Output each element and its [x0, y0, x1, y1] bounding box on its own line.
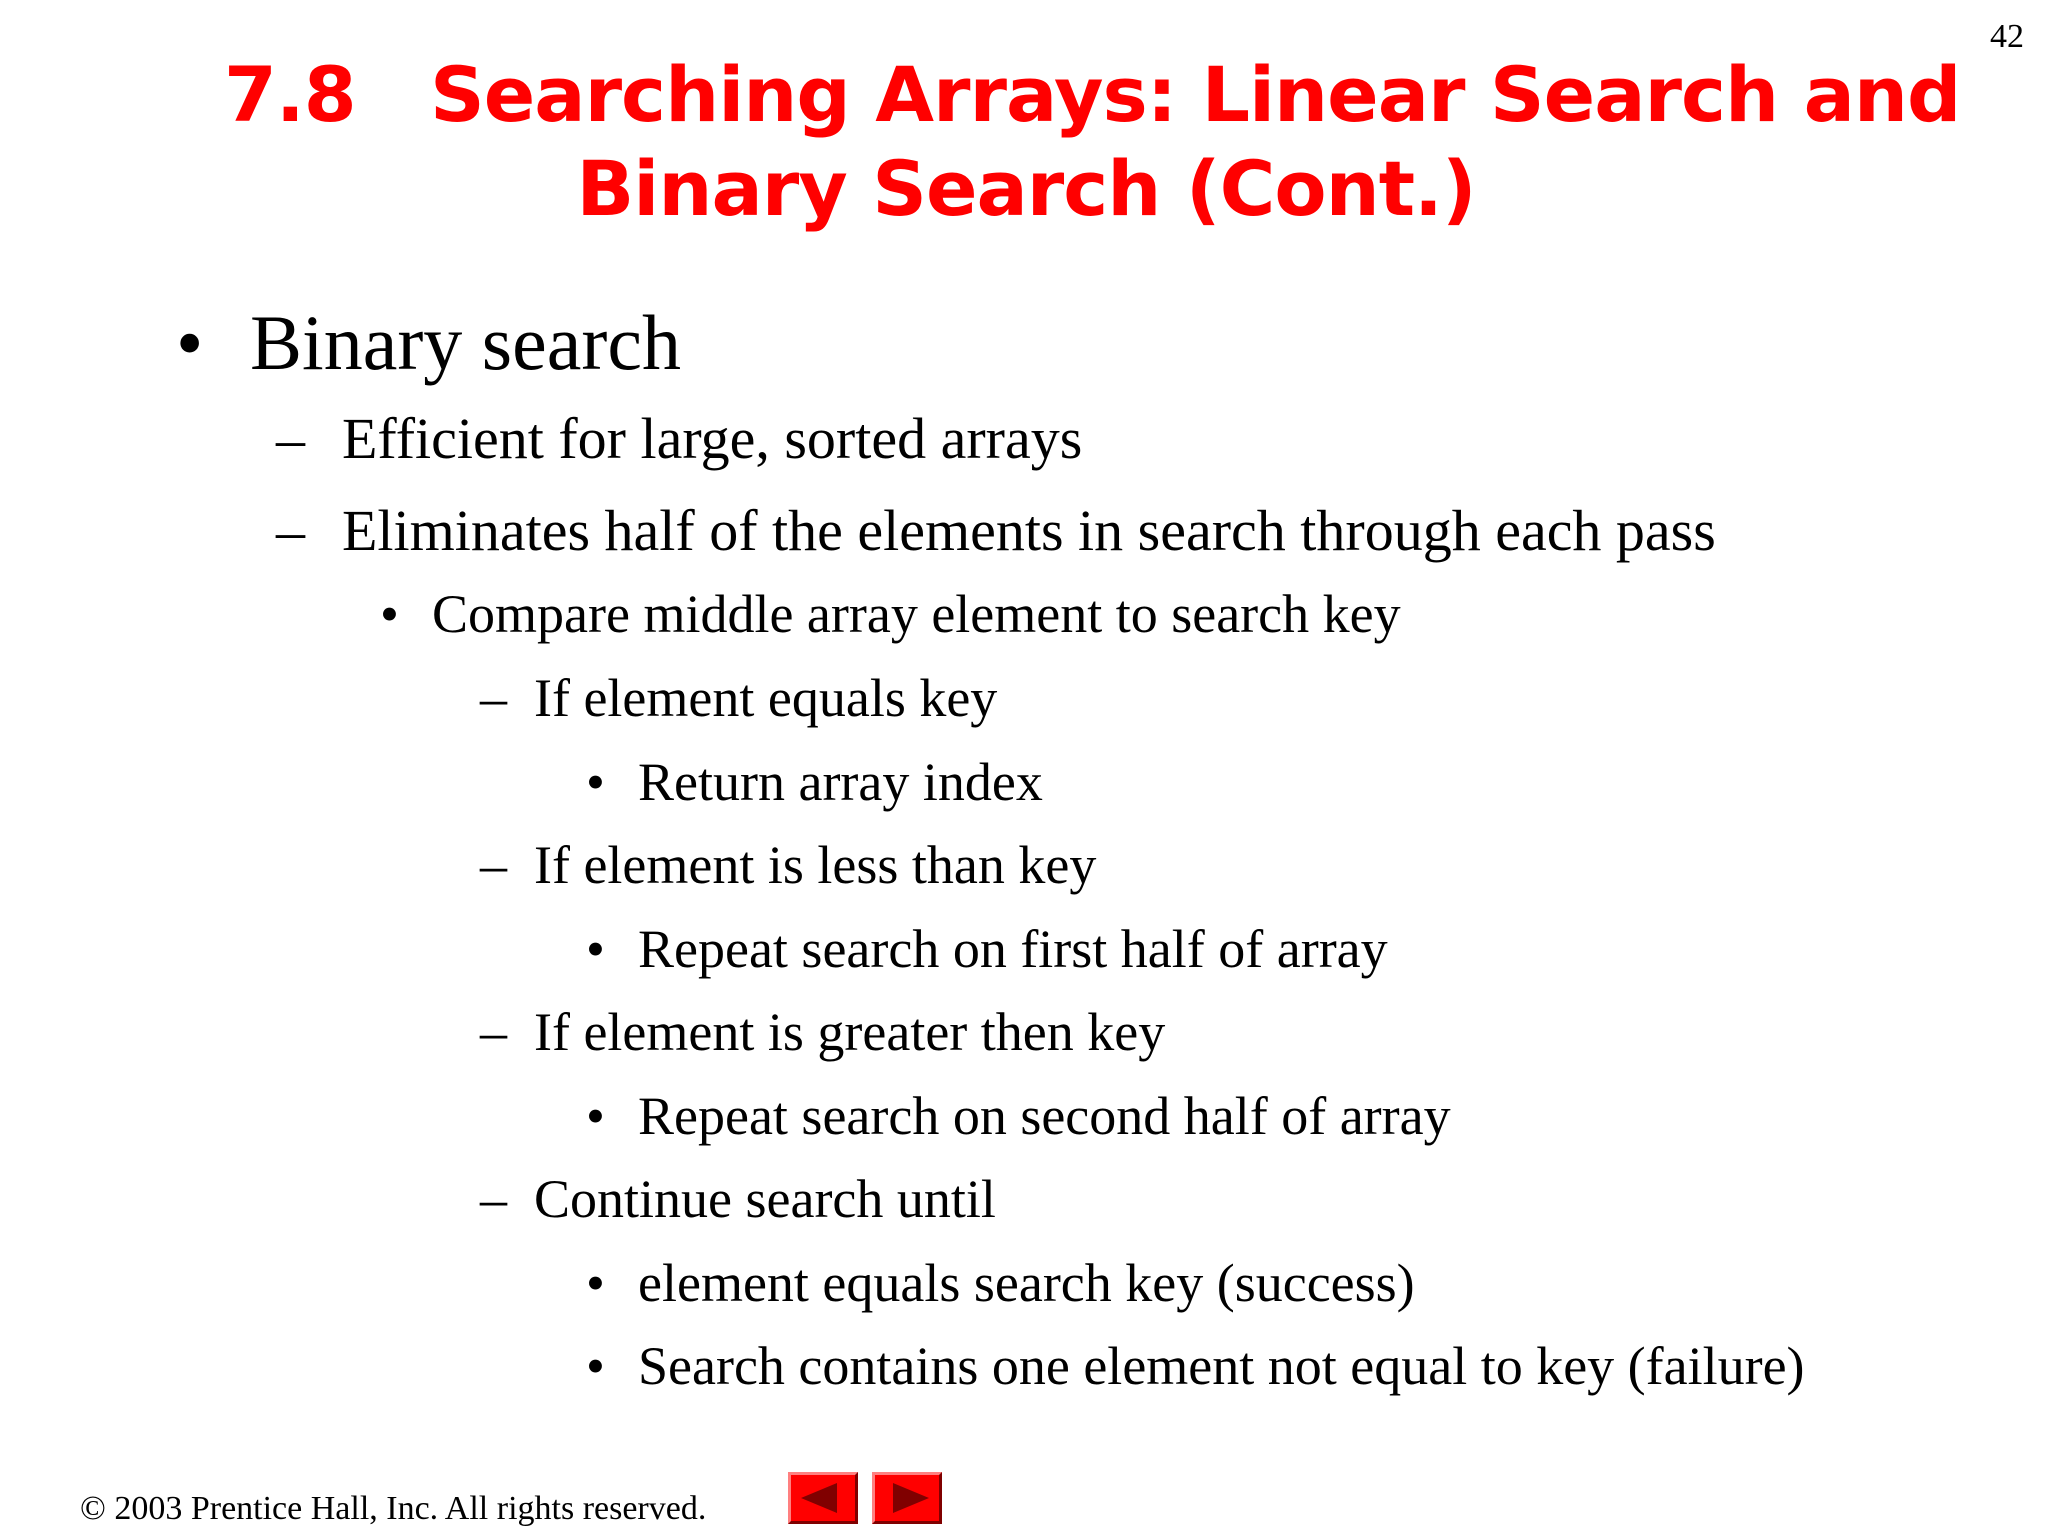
copyright-footer: © 2003 Prentice Hall, Inc. All rights reserved. — [80, 1490, 707, 1527]
bullet-dot: • — [586, 1336, 605, 1396]
bullet-text: Return array index — [638, 752, 1043, 812]
bullet-dash: – — [480, 1002, 507, 1062]
bullet-text: Compare middle array element to search key — [432, 584, 1401, 644]
bullet-text: If element is greater then key — [534, 1002, 1166, 1062]
bullet-text: Repeat search on first half of array — [638, 919, 1388, 979]
page-number: 42 — [1990, 18, 2024, 55]
bullet-dash: – — [480, 668, 507, 728]
bullet-dash: – — [276, 406, 305, 471]
bullet-dash: – — [480, 1169, 507, 1229]
next-slide-button[interactable] — [872, 1472, 942, 1524]
bullet-dash: – — [276, 498, 305, 563]
bullet-dot: • — [176, 299, 204, 386]
bullet-text: If element equals key — [534, 668, 998, 728]
bullet-text: If element is less than key — [534, 835, 1097, 895]
section-number: 7.8 — [224, 50, 356, 139]
title-line-2 — [0, 142, 2048, 236]
bullet-dot: • — [586, 919, 605, 979]
title-text-2: Binary Search (Cont.) — [576, 144, 1476, 233]
bullet-dot: • — [586, 752, 605, 812]
bullet-text: Eliminates half of the elements in search through each pass — [342, 498, 1716, 563]
bullet-text: element equals search key (success) — [638, 1253, 1415, 1313]
bullet-dot: • — [586, 1253, 605, 1313]
bullet-text: Repeat search on second half of array — [638, 1086, 1451, 1146]
title-line-1 — [224, 48, 1960, 142]
left-arrow-icon — [791, 1475, 855, 1521]
bullet-text: Continue search until — [534, 1169, 996, 1229]
bullet-text: Efficient for large, sorted arrays — [342, 406, 1083, 471]
bullet-dot: • — [380, 584, 399, 644]
bullet-dash: – — [480, 835, 507, 895]
bullet-text: Search contains one element not equal to key (failure) — [638, 1336, 1805, 1396]
title-text-1: Searching Arrays: Linear Search and — [430, 50, 1961, 139]
previous-slide-button[interactable] — [788, 1472, 858, 1524]
bullet-text: Binary search — [250, 299, 681, 386]
bullet-dot: • — [586, 1086, 605, 1146]
right-arrow-icon — [875, 1475, 939, 1521]
